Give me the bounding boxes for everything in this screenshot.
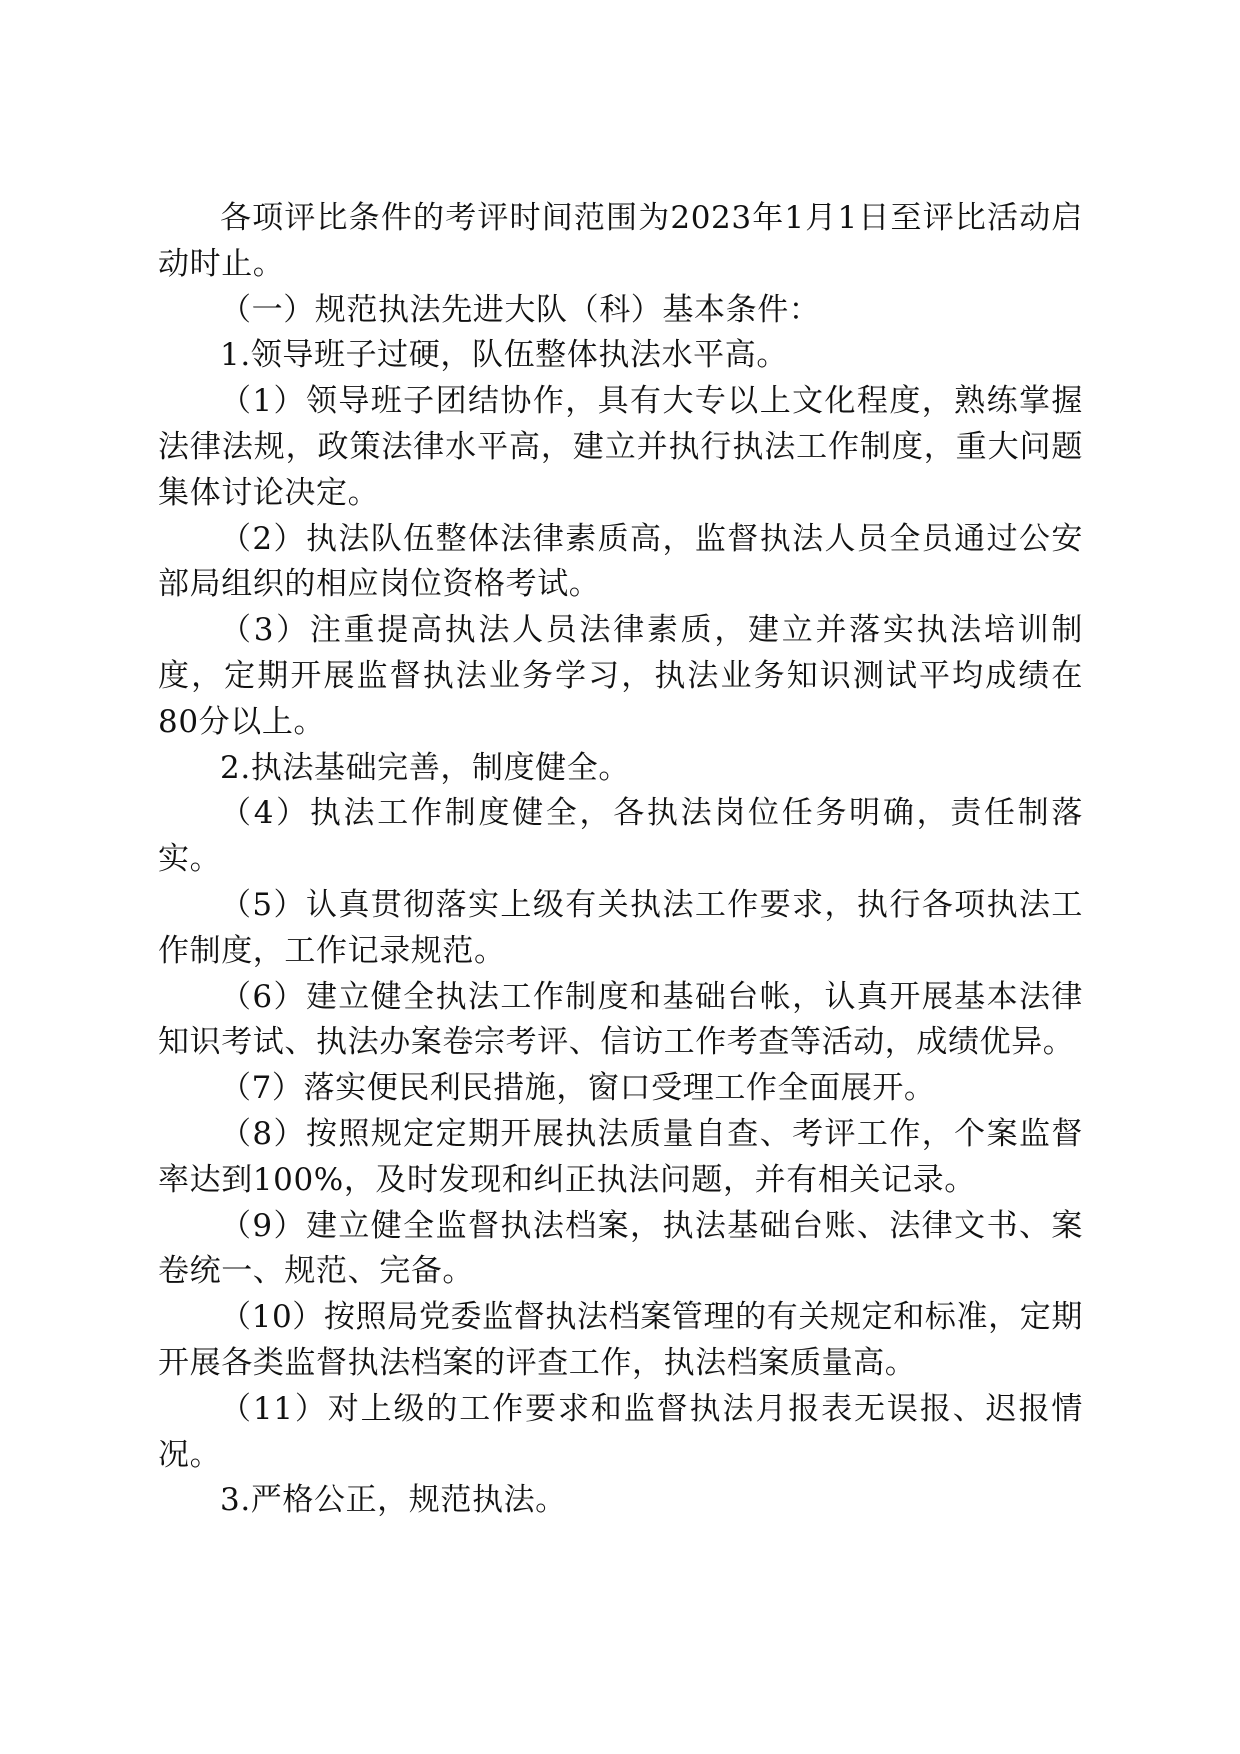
- item-9: （9）建立健全监督执法档案，执法基础台账、法律文书、案卷统一、规范、完备。: [158, 1207, 1083, 1290]
- item-3: （3）注重提高执法人员法律素质，建立并落实执法培训制度，定期开展监督执法业务学习，执法业务知识测试平均成绩在80分以上。: [158, 612, 1083, 740]
- paragraph-evaluation-period: 各项评比条件的考评时间范围为2023年1月1日至评比活动启动时止。: [158, 200, 1083, 282]
- item-4: （4）执法工作制度健全，各执法岗位任务明确，责任制落实。: [158, 795, 1083, 878]
- subheading-3: 3.严格公正，规范执法。: [220, 1482, 567, 1519]
- item-6: （6）建立健全执法工作制度和基础台帐，认真开展基本法律知识考试、执法办案卷宗考评、信访工作考查等活动，成绩优异。: [158, 978, 1083, 1061]
- heading-section-1: （一）规范执法先进大队（科）基本条件：: [220, 291, 821, 328]
- item-1: （1）领导班子团结协作，具有大专以上文化程度，熟练掌握法律法规，政策法律水平高，建立并执行执法工作制度，重大问题集体讨论决定。: [158, 383, 1083, 511]
- subheading-2: 2.执法基础完善，制度健全。: [220, 749, 630, 786]
- subheading-1: 1.领导班子过硬，队伍整体执法水平高。: [220, 337, 788, 374]
- item-7: （7）落实便民利民措施，窗口受理工作全面展开。: [220, 1070, 936, 1107]
- item-8: （8）按照规定定期开展执法质量自查、考评工作，个案监督率达到100%，及时发现和纠正执法问题，并有相关记录。: [158, 1115, 1083, 1198]
- item-2: （2）执法队伍整体法律素质高，监督执法人员全员通过公安部局组织的相应岗位资格考试。: [158, 520, 1083, 603]
- item-11: （11）对上级的工作要求和监督执法月报表无误报、迟报情况。: [158, 1390, 1083, 1473]
- document-body: [158, 196, 1083, 1524]
- item-10: （10）按照局党委监督执法档案管理的有关规定和标准，定期开展各类监督执法档案的评查工作，执法档案质量高。: [158, 1299, 1083, 1381]
- item-5: （5）认真贯彻落实上级有关执法工作要求，执行各项执法工作制度，工作记录规范。: [158, 886, 1083, 969]
